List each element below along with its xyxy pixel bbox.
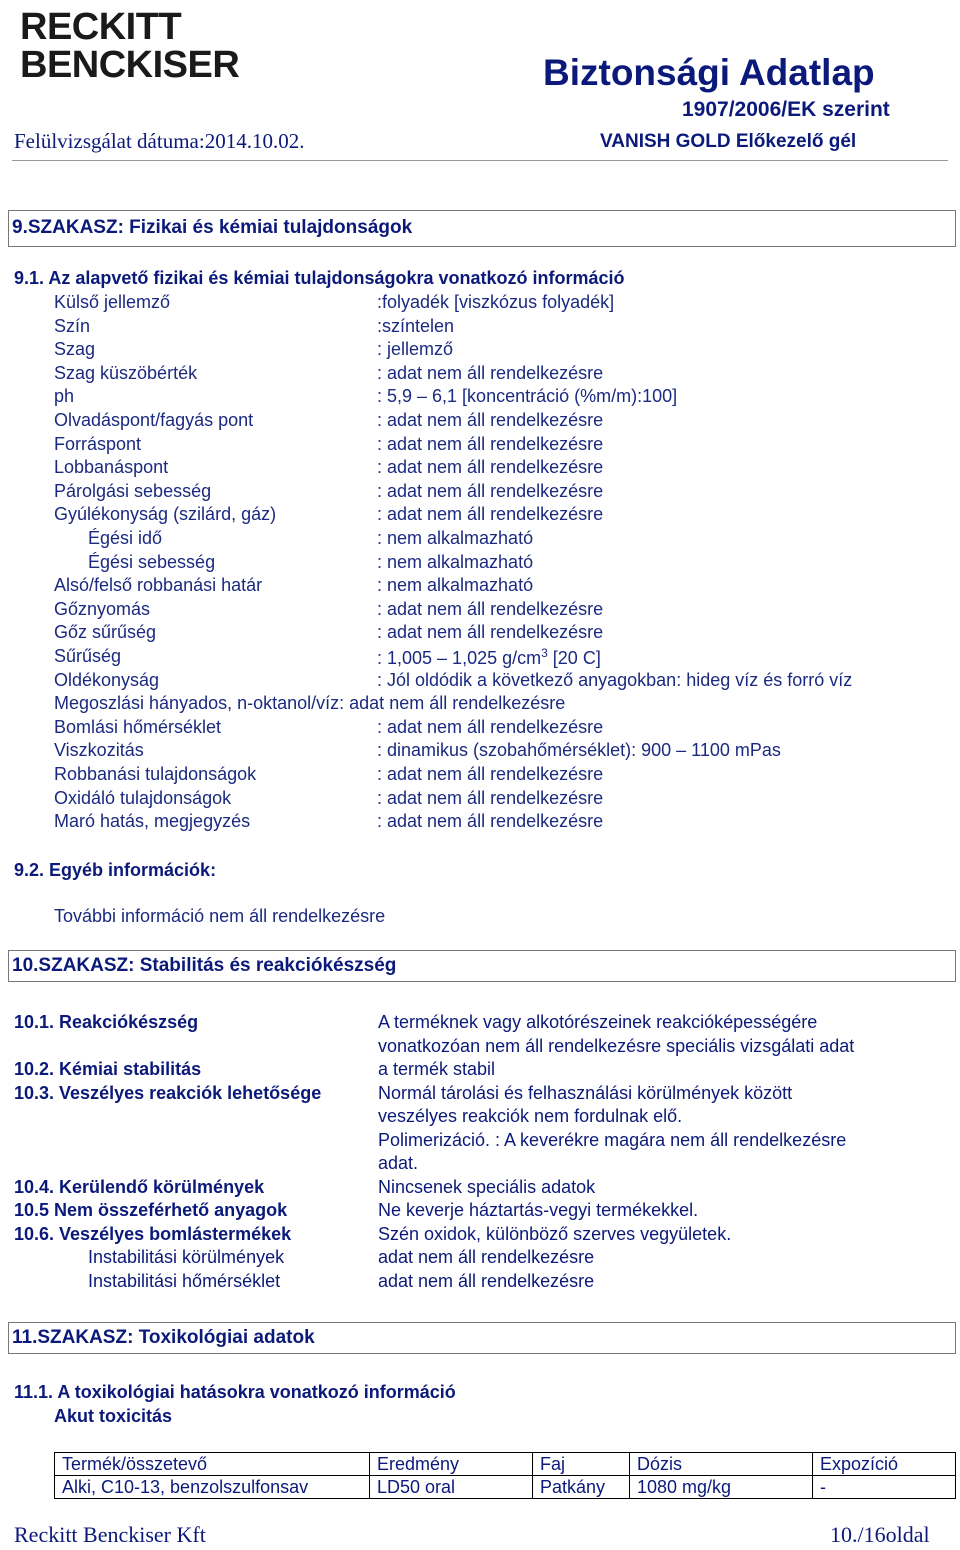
logo-line1: RECKITT: [20, 6, 182, 48]
s10-hazard-value4: adat.: [378, 1153, 419, 1173]
table-cell: Patkány: [533, 1476, 630, 1499]
property-value: [377, 363, 603, 384]
property-value-text: : 5,9 – 6,1 [koncentráció (%m/m):100]: [377, 386, 678, 406]
property-label: Sűrűség: [54, 646, 122, 666]
property-label: Oldékonyság: [54, 670, 160, 690]
property-label: Olvadáspont/fagyás pont: [54, 410, 254, 430]
property-label: Gőznyomás: [54, 599, 151, 619]
s10-hazard-value1: Normál tárolási és felhasználási körülmények között: [378, 1083, 793, 1103]
property-value-text: : adat nem áll rendelkezésre: [377, 434, 604, 454]
property-label: Szag küszöbérték: [54, 363, 198, 383]
property-label: Bomlási hőmérséklet: [54, 717, 222, 737]
s10-hazard-value2: veszélyes reakciók nem fordulnak elő.: [378, 1106, 683, 1126]
document-title: Biztonsági Adatlap: [543, 52, 875, 93]
table-cell: -: [813, 1476, 956, 1499]
property-value: [377, 339, 453, 360]
property-label: Szag: [54, 339, 96, 359]
table-cell: 1080 mg/kg: [630, 1476, 813, 1499]
s10-incompatible-value: Ne keverje háztartás-vegyi termékekkel.: [378, 1200, 699, 1220]
property-value-text: : adat nem áll rendelkezésre: [377, 764, 604, 784]
table-row: [55, 1476, 956, 1499]
s10-avoid-label: 10.4. Kerülendő körülmények: [14, 1177, 265, 1197]
table-header-cell: Eredmény: [370, 1453, 533, 1476]
property-value-superscript: 3: [541, 646, 548, 660]
property-value-text: : nem alkalmazható: [377, 528, 534, 548]
table-header-row: [55, 1453, 956, 1476]
property-label: Külső jellemző: [54, 292, 171, 312]
subsection-11-1: 11.1. A toxikológiai hatásokra vonatkozó információ: [14, 1382, 456, 1402]
table-header-cell: Expozíció: [813, 1453, 956, 1476]
property-value: [377, 646, 601, 669]
property-value: [377, 670, 852, 691]
property-value-text: : adat nem áll rendelkezésre: [377, 504, 604, 524]
s10-instability-temp-value: adat nem áll rendelkezésre: [378, 1271, 595, 1291]
property-label: Gyúlékonyság (szilárd, gáz): [54, 504, 277, 524]
property-label: Égési sebesség: [88, 552, 216, 572]
property-value: [377, 410, 603, 431]
footer-page-number: 10./16oldal: [830, 1522, 930, 1547]
property-value: [377, 788, 603, 809]
company-logo: [20, 8, 239, 84]
section9-heading: 9.SZAKASZ: Fizikai és kémiai tulajdonságok: [12, 217, 413, 238]
regulation: 1907/2006/EK szerint: [682, 98, 890, 121]
s10-reactivity-value1: A terméknek vagy alkotórészeinek reakcióképességére: [378, 1012, 818, 1032]
section10-heading-box: [8, 950, 956, 982]
property-value: [377, 740, 781, 761]
property-value-tail: [20 C]: [547, 648, 601, 668]
s10-instability-temp-label: Instabilitási hőmérséklet: [88, 1271, 281, 1291]
property-label: Égési idő: [88, 528, 163, 548]
table-cell: Alki, C10-13, benzolszulfonsav: [55, 1476, 370, 1499]
section9-heading-box: [8, 210, 956, 247]
property-label: Oxidáló tulajdonságok: [54, 788, 232, 808]
s10-instability-conditions-value: adat nem áll rendelkezésre: [378, 1247, 595, 1267]
property-value-text: : adat nem áll rendelkezésre: [377, 788, 604, 808]
property-value-text: : adat nem áll rendelkezésre: [377, 481, 604, 501]
property-value-text: : dinamikus (szobahőmérséklet): 900 – 1100 mPas: [377, 740, 781, 760]
section10-heading: 10.SZAKASZ: Stabilitás és reakciókészség: [12, 955, 397, 976]
section11-heading-box: [8, 1322, 956, 1354]
property-label: Robbanási tulajdonságok: [54, 764, 257, 784]
header-divider: [12, 160, 948, 161]
property-value: [377, 528, 533, 549]
property-value: [377, 717, 603, 738]
footer-company: Reckitt Benckiser Kft: [14, 1522, 206, 1547]
subsection-9-1: 9.1. Az alapvető fizikai és kémiai tulajdonságokra vonatkozó információ: [14, 268, 625, 288]
property-value: [377, 457, 603, 478]
s10-hazard-value3: Polimerizáció. : A keverékre magára nem áll rendelkezésre: [378, 1130, 847, 1150]
property-label: Lobbanáspont: [54, 457, 169, 477]
property-value-text: : nem alkalmazható: [377, 552, 534, 572]
property-value: [377, 575, 533, 596]
s10-stability-value: a termék stabil: [378, 1059, 496, 1079]
product-name: VANISH GOLD Előkezelő gél: [600, 131, 857, 152]
s10-instability-conditions-label: Instabilitási körülmények: [88, 1247, 285, 1267]
property-value: [377, 292, 614, 313]
s10-reactivity-value2: vonatkozóan nem áll rendelkezésre speciális vizsgálati adat: [378, 1036, 855, 1056]
property-value-text: : adat nem áll rendelkezésre: [377, 811, 604, 831]
property-value: [377, 764, 603, 785]
property-value-text: : adat nem áll rendelkezésre: [377, 410, 604, 430]
property-value-text: : Jól oldódik a következő anyagokban: hideg víz és forró víz: [377, 670, 853, 690]
table-header-cell: Faj: [533, 1453, 630, 1476]
table-header-cell: Dózis: [630, 1453, 813, 1476]
property-value-text: : adat nem áll rendelkezésre: [377, 599, 604, 619]
other-info: További információ nem áll rendelkezésre: [54, 906, 386, 926]
property-label: ph: [54, 386, 75, 406]
property-value: [377, 434, 603, 455]
property-label: Megoszlási hányados, n-oktanol/víz: adat nem áll rendelkezésre: [54, 693, 566, 713]
property-label: Viszkozitás: [54, 740, 144, 760]
s10-hazard-label: 10.3. Veszélyes reakciók lehetősége: [14, 1083, 322, 1103]
review-date: Felülvizsgálat dátuma:2014.10.02.: [14, 129, 305, 153]
property-value-text: : jellemző: [377, 339, 454, 359]
property-value: [377, 599, 603, 620]
s10-stability-label: 10.2. Kémiai stabilitás: [14, 1059, 202, 1079]
property-label: Forráspont: [54, 434, 142, 454]
property-value: [377, 504, 603, 525]
property-value-text: :színtelen: [377, 316, 455, 336]
s10-decomposition-value: Szén oxidok, különböző szerves vegyületek.: [378, 1224, 732, 1244]
property-value-text: : 1,005 – 1,025 g/cm: [377, 648, 542, 668]
property-value-text: : adat nem áll rendelkezésre: [377, 717, 604, 737]
property-value-text: : adat nem áll rendelkezésre: [377, 622, 604, 642]
toxicity-table: [54, 1452, 956, 1499]
section11-heading: 11.SZAKASZ: Toxikológiai adatok: [12, 1327, 315, 1348]
s10-reactivity-label: 10.1. Reakciókészség: [14, 1012, 199, 1032]
property-value-text: : adat nem áll rendelkezésre: [377, 363, 604, 383]
property-value: [377, 481, 603, 502]
property-label: Gőz sűrűség: [54, 622, 157, 642]
property-value: [377, 386, 677, 407]
logo-line2: BENCKISER: [20, 44, 240, 86]
s10-incompatible-label: 10.5 Nem összeférhető anyagok: [14, 1200, 288, 1220]
property-label: Szín: [54, 316, 91, 336]
property-label: Alsó/felső robbanási határ: [54, 575, 263, 595]
table-header-cell: Termék/összetevő: [55, 1453, 370, 1476]
table-cell: LD50 oral: [370, 1476, 533, 1499]
s10-decomposition-label: 10.6. Veszélyes bomlástermékek: [14, 1224, 292, 1244]
property-value: [377, 316, 454, 337]
property-label: Párolgási sebesség: [54, 481, 212, 501]
subsection-9-2: 9.2. Egyéb információk:: [14, 860, 217, 880]
acute-toxicity-label: Akut toxicitás: [54, 1406, 173, 1426]
property-value-text: :folyadék [viszkózus folyadék]: [377, 292, 615, 312]
property-value: [377, 811, 603, 832]
property-value-text: : adat nem áll rendelkezésre: [377, 457, 604, 477]
property-value-text: : nem alkalmazható: [377, 575, 534, 595]
s10-avoid-value: Nincsenek speciális adatok: [378, 1177, 596, 1197]
property-label: Maró hatás, megjegyzés: [54, 811, 251, 831]
property-value: [377, 622, 603, 643]
property-value: [377, 552, 533, 573]
